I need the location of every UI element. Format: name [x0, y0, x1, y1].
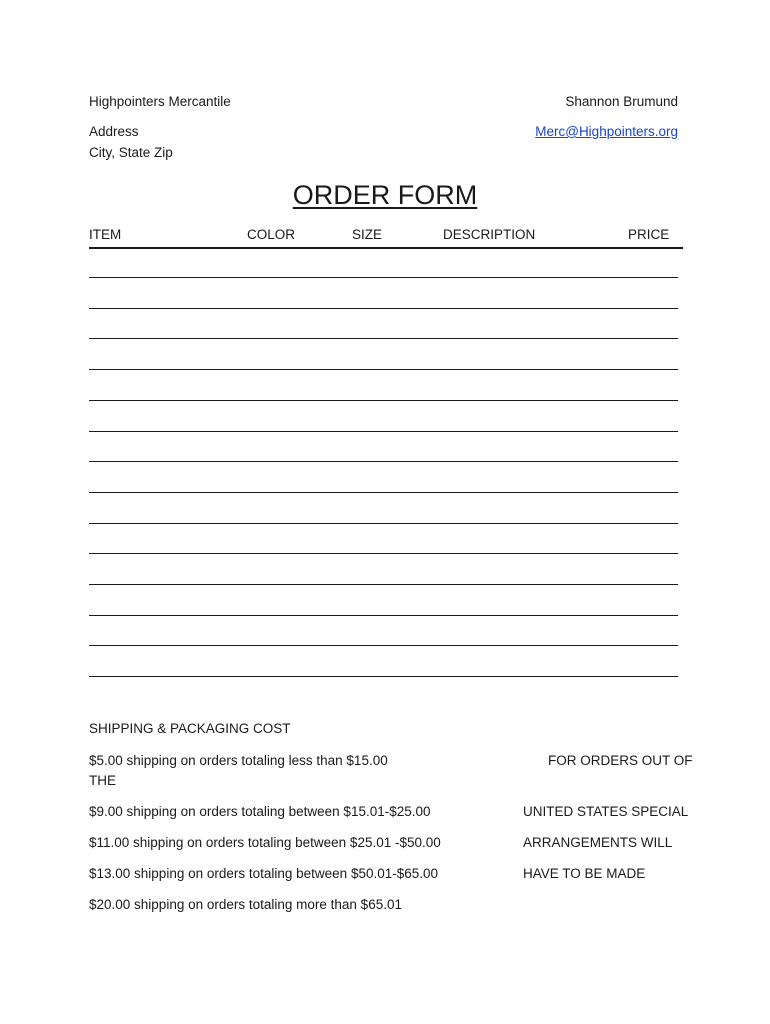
header-rule [89, 247, 683, 249]
order-line [89, 492, 678, 493]
international-note-4: HAVE TO BE MADE [523, 866, 646, 881]
order-line [89, 584, 678, 585]
email-link[interactable]: Merc@Highpointers.org [535, 124, 678, 139]
shipping-rate-2: $9.00 shipping on orders totaling between $15.01-$25.00 [89, 804, 431, 819]
shipping-rate-1: $5.00 shipping on orders totaling less than $15.00 [89, 753, 388, 768]
page-title: ORDER FORM [292, 180, 478, 210]
order-line [89, 461, 678, 462]
company-name: Highpointers Mercantile [89, 94, 231, 109]
shipping-wrap-word: THE [89, 773, 116, 788]
international-note-3: ARRANGEMENTS WILL [523, 835, 673, 850]
order-line [89, 615, 678, 616]
address-line: Address [89, 124, 139, 139]
city-state-zip: City, State Zip [89, 145, 173, 160]
order-line [89, 369, 678, 370]
international-note-2: UNITED STATES SPECIAL [523, 804, 689, 819]
order-line [89, 277, 678, 278]
column-header-color: COLOR [247, 227, 296, 242]
order-line [89, 523, 678, 524]
international-note-1: FOR ORDERS OUT OF [548, 753, 693, 768]
order-line [89, 308, 678, 309]
shipping-rate-4: $13.00 shipping on orders totaling between $50.01-$65.00 [89, 866, 439, 881]
order-line [89, 400, 678, 401]
order-line [89, 553, 678, 554]
column-header-description: DESCRIPTION [443, 227, 536, 242]
column-header-item: ITEM [89, 227, 122, 242]
order-line [89, 676, 678, 677]
shipping-title: SHIPPING & PACKAGING COST [89, 721, 291, 736]
contact-name: Shannon Brumund [565, 94, 678, 109]
order-line [89, 645, 678, 646]
order-line [89, 431, 678, 432]
shipping-rate-5: $20.00 shipping on orders totaling more than $65.01 [89, 897, 402, 912]
column-header-size: SIZE [352, 227, 383, 242]
order-line [89, 338, 678, 339]
column-header-price: PRICE [628, 227, 670, 242]
shipping-rate-3: $11.00 shipping on orders totaling between $25.01 -$50.00 [89, 835, 441, 850]
